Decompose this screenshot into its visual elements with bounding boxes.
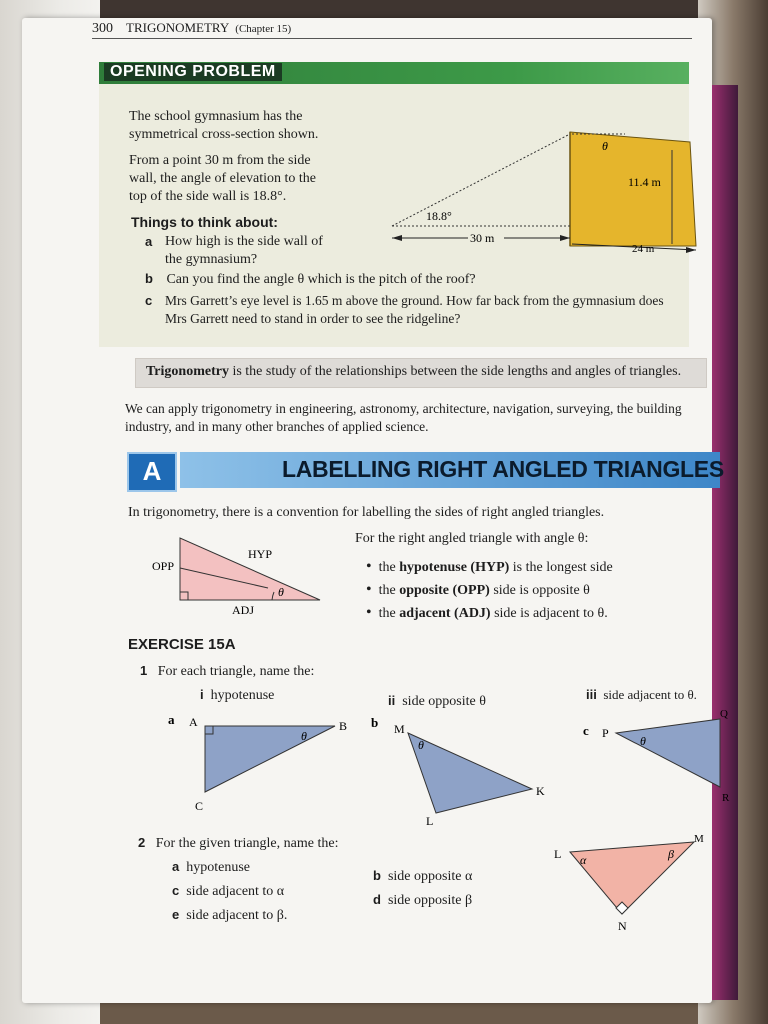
rule-item: • the adjacent (ADJ) side is adjacent to θ.: [366, 604, 608, 621]
opening-intro: [129, 108, 318, 144]
theta-label: θ: [640, 734, 646, 748]
triangle-label: a: [168, 712, 175, 727]
part-label: iii: [586, 687, 597, 702]
vertex-label: K: [536, 784, 545, 798]
height-label: 11.4 m: [628, 175, 661, 189]
arrow-head: [686, 247, 696, 253]
item-text: Can you find the angle θ which is the pitch of the roof?: [166, 272, 476, 287]
part-text: side opposite α: [387, 869, 473, 884]
item-line: the gymnasium?: [165, 252, 258, 267]
adj-label: ADJ: [232, 603, 255, 617]
definition-text: [146, 363, 681, 381]
q2-part-d: [373, 888, 472, 912]
para-line: top of the side wall is 18.8°.: [129, 189, 287, 204]
part-text: side opposite θ: [402, 694, 486, 709]
applications-line: We can apply trigonometry in engineering, astronomy, architecture, navigation, surveying, the building: [125, 401, 682, 416]
part-label: ii: [388, 693, 396, 708]
opening-problem-title: OPENING PROBLEM: [104, 63, 282, 81]
vertex-label: A: [189, 715, 198, 729]
q1-part-iii: [586, 686, 697, 704]
triangle-shape: [205, 726, 335, 792]
triangle-shape: [616, 719, 720, 787]
definition-term: Trigonometry: [146, 364, 229, 379]
convention-text: In trigonometry, there is a convention for labelling the sides of right angled triangles.: [128, 505, 605, 520]
question-text: For each triangle, name the:: [157, 664, 315, 679]
think-item-a: [145, 233, 323, 267]
theta-label: θ: [602, 139, 608, 153]
question-2: [138, 834, 338, 853]
beta-label: β: [668, 847, 674, 861]
vertex-label: Q: [720, 708, 728, 720]
gym-shape: [570, 132, 696, 246]
triangle-c: [580, 705, 735, 805]
width-label: 24 m: [632, 243, 655, 255]
rule-bold: adjacent (ADJ): [399, 606, 491, 621]
rule-post: side is opposite θ: [489, 583, 590, 598]
part-label: a: [172, 859, 180, 874]
para-line: From a point 30 m from the side: [129, 153, 311, 168]
page-number: 300: [92, 21, 113, 36]
opp-label: OPP: [152, 559, 175, 573]
sight-line: [392, 134, 570, 226]
opening-para2: [129, 152, 316, 206]
q2-parts-left: [172, 855, 287, 927]
section-letter: A: [142, 456, 162, 486]
question-number: 2: [138, 835, 146, 850]
triangle-a: [165, 712, 355, 817]
theta-label: θ: [278, 585, 284, 599]
q2-part-b: [373, 864, 472, 888]
vertex-label: R: [722, 792, 730, 804]
rules-intro: For the right angled triangle with angle θ:: [355, 531, 589, 546]
item-line: How high is the side wall of: [165, 234, 323, 249]
part-text: side adjacent to θ.: [603, 687, 697, 702]
item-label: a: [145, 234, 153, 249]
item-label: b: [145, 271, 153, 286]
gymnasium-diagram: [380, 120, 700, 260]
rule-pre: the: [378, 583, 400, 598]
para-line: wall, the angle of elevation to the: [129, 171, 316, 186]
triangle-label: c: [583, 723, 589, 738]
rule-bold: hypotenuse (HYP): [399, 560, 510, 575]
think-item-b: [145, 270, 476, 289]
think-item-c: [145, 292, 664, 326]
q1-part-i: [200, 686, 274, 705]
item-line: Mrs Garrett need to stand in order to see the ridgeline?: [165, 311, 461, 326]
question-number: 1: [140, 663, 148, 678]
theta-label: θ: [301, 729, 307, 743]
item-text: [165, 292, 664, 328]
header-rule: [92, 38, 692, 39]
triangle-label: b: [371, 715, 379, 730]
q2-part-c: [172, 879, 287, 903]
page-header: [92, 20, 291, 37]
arrow-head: [560, 235, 570, 241]
q2-part-e: [172, 903, 287, 927]
definition-rest: is the study of the relationships between the side lengths and angles of triangles.: [228, 364, 682, 379]
part-text: side adjacent to α: [186, 884, 285, 899]
part-label: i: [200, 687, 204, 702]
item-line: Mrs Garrett’s eye level is 1.65 m above the ground. How far back from the gymnasium does: [165, 293, 664, 308]
question-text: For the given triangle, name the:: [155, 836, 339, 851]
triangle-b: [368, 715, 558, 827]
part-label: e: [172, 907, 180, 922]
chapter-sub: (Chapter 15): [235, 23, 292, 35]
vertex-label: N: [618, 919, 627, 933]
rule-bold: opposite (OPP): [399, 583, 490, 598]
vertex-label: B: [339, 719, 348, 733]
part-text: hypotenuse: [210, 688, 275, 703]
vertex-label: P: [602, 726, 609, 740]
hyp-label: HYP: [248, 547, 273, 561]
vertex-label: C: [195, 799, 204, 813]
labelled-triangle-diagram: [150, 530, 340, 620]
section-title: LABELLING RIGHT ANGLED TRIANGLES: [282, 456, 724, 482]
arrow-head: [392, 235, 402, 241]
rule-pre: the: [378, 560, 400, 575]
rule-item: • the hypotenuse (HYP) is the longest side: [366, 558, 613, 575]
part-text: side adjacent to β.: [186, 908, 288, 923]
intro-line: The school gymnasium has the: [129, 109, 303, 124]
item-text: [165, 233, 323, 269]
triangle-shape: [408, 733, 532, 813]
part-label: d: [373, 892, 381, 907]
vertex-label: L: [554, 847, 562, 861]
theta-label: θ: [418, 738, 424, 752]
rule-post: is the longest side: [509, 560, 613, 575]
applications-paragraph: [125, 400, 682, 436]
q1-part-ii: [388, 692, 486, 711]
rule-item: • the opposite (OPP) side is opposite θ: [366, 581, 590, 598]
angle-label: 18.8°: [426, 209, 452, 223]
rule-pre: the: [378, 606, 400, 621]
part-text: side opposite β: [387, 893, 473, 908]
rules-list: [366, 556, 613, 625]
part-text: hypotenuse: [186, 860, 250, 875]
intro-line: symmetrical cross-section shown.: [129, 127, 319, 142]
vertex-label: L: [426, 814, 434, 827]
vertex-label: M: [694, 833, 704, 845]
item-label: c: [145, 293, 153, 308]
distance-label: 30 m: [470, 231, 495, 245]
alpha-label: α: [580, 853, 587, 867]
vertex-label: M: [394, 722, 405, 736]
triangle-lmn: [548, 828, 718, 934]
question-1: [140, 662, 314, 681]
part-label: c: [172, 883, 180, 898]
chapter-title: TRIGONOMETRY: [126, 20, 229, 35]
q2-part-a: [172, 855, 287, 879]
rule-post: side is adjacent to θ.: [490, 606, 608, 621]
q2-parts-right: [373, 864, 472, 912]
applications-line: industry, and in many other branches of applied science.: [125, 419, 429, 434]
think-title: Things to think about:: [131, 214, 278, 230]
exercise-title: EXERCISE 15A: [128, 636, 236, 653]
part-label: b: [373, 868, 381, 883]
triangle-shape: [570, 842, 694, 914]
